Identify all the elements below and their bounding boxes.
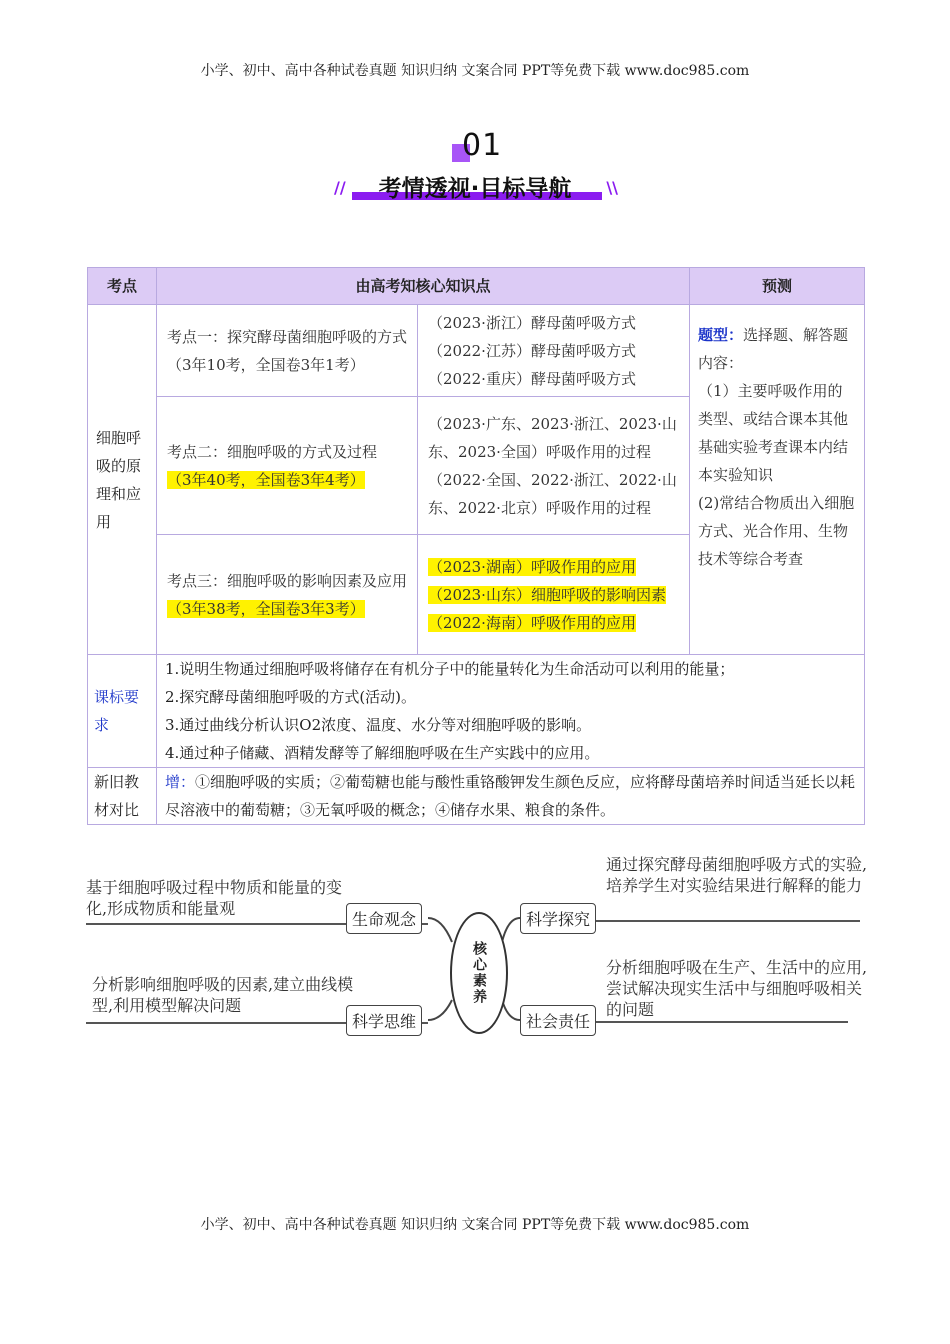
center-label: 核心素养 xyxy=(471,941,487,1005)
exam-analysis-table xyxy=(87,267,865,825)
source-item: （2023·浙江）酵母菌呼吸方式 xyxy=(428,313,636,332)
content-label: 内容： xyxy=(698,354,744,372)
prediction-item-2: (2)常结合物质出入细胞方式、光合作用、生物技术等综合考查 xyxy=(698,494,855,568)
type-label: 题型： xyxy=(698,326,744,344)
connector-explore xyxy=(502,918,520,942)
source-item: （2022·江苏）酵母菌呼吸方式 xyxy=(428,341,636,360)
compare-prefix: 增： xyxy=(165,773,196,791)
connector-thinking xyxy=(428,1000,452,1020)
point-stats: （3年10考，全国卷3年1考） xyxy=(167,355,365,374)
source-item: （2022·全国、2022·浙江、2022·山东、2022·北京）呼吸作用的过程 xyxy=(428,470,677,517)
standards-row xyxy=(88,655,865,768)
standard-item: 1.说明生物通过细胞呼吸将储存在有机分子中的能量转化为生命活动可以利用的能量； xyxy=(165,660,735,678)
source-item: （2023·广东、2023·浙江、2023·山东、2023·全国）呼吸作用的过程 xyxy=(428,414,677,461)
point-title: 考点二：细胞呼吸的方式及过程 xyxy=(167,442,378,461)
standard-item: 2.探究酵母菌细胞呼吸的方式(活动)。 xyxy=(165,688,417,706)
page-header: 小学、初中、高中各种试卷真题 知识归纳 文案合同 PPT等免费下载 www.doc985.com xyxy=(200,63,750,79)
note-explore: 通过探究酵母菌细胞呼吸方式的实验,培养学生对实验结果进行解释的能力 xyxy=(606,855,868,895)
slash-right: \\ xyxy=(606,178,618,197)
point-cell xyxy=(157,305,418,397)
topic-cell: 细胞呼吸的原理和应用 xyxy=(88,305,157,655)
prediction-item-1: （1）主要呼吸作用的类型、或结合课本其他基础实验考查课本内结本实验知识 xyxy=(698,382,849,484)
box-social: 社会责任 xyxy=(520,1005,596,1036)
point-stats-highlight: （3年40考，全国卷3年4考） xyxy=(167,470,365,489)
compare-cell xyxy=(157,768,865,825)
table-header-row xyxy=(88,268,865,305)
table-row xyxy=(88,305,865,397)
standard-item: 4.通过种子储藏、酒精发酵等了解细胞呼吸在生产实践中的应用。 xyxy=(165,744,600,762)
core-literacy-mindmap xyxy=(80,850,870,1050)
note-life: 基于细胞呼吸过程中物质和能量的变化,形成物质和能量观 xyxy=(86,878,343,918)
standard-item: 3.通过曲线分析认识O2浓度、温度、水分等对细胞呼吸的影响。 xyxy=(165,716,592,734)
prediction-cell xyxy=(690,305,865,655)
source-cell xyxy=(418,535,690,655)
source-item-highlight: （2022·海南）呼吸作用的应用 xyxy=(428,613,636,632)
connector-social xyxy=(502,1000,520,1020)
type-value: 选择题、解答题 xyxy=(743,326,849,344)
box-explore: 科学探究 xyxy=(520,903,596,934)
compare-text: ①细胞呼吸的实质；②葡萄糖也能与酸性重铬酸钾发生颜色反应，应将酵母菌培养时间适当延长以耗尽溶液中的葡萄糖；③无氧呼吸的概念；④储存水果、粮食的条件。 xyxy=(165,773,856,819)
source-cell xyxy=(418,305,690,397)
center-ellipse xyxy=(450,912,508,1034)
header-prediction: 预测 xyxy=(690,268,865,305)
section-title-text: 考情透视·目标导航 xyxy=(378,176,572,202)
connector-life xyxy=(428,918,452,942)
source-item-highlight: （2023·山东）细胞呼吸的影响因素 xyxy=(428,585,666,604)
standards-label: 课标要求 xyxy=(88,655,157,768)
point-cell xyxy=(157,535,418,655)
point-title: 考点三：细胞呼吸的影响因素及应用 xyxy=(167,571,408,590)
source-item-highlight: （2023·湖南）呼吸作用的应用 xyxy=(428,557,636,576)
note-social: 分析细胞呼吸在生产、生活中的应用,尝试解决现实生活中与细胞呼吸相关的问题 xyxy=(606,958,868,1019)
standards-cell xyxy=(157,655,865,768)
box-thinking: 科学思维 xyxy=(346,1005,422,1036)
section-number xyxy=(446,128,506,168)
slash-left: // xyxy=(334,178,346,197)
compare-label: 新旧教材对比 xyxy=(88,768,157,825)
point-title: 考点一：探究酵母菌细胞呼吸的方式 xyxy=(167,327,408,346)
page-footer: 小学、初中、高中各种试卷真题 知识归纳 文案合同 PPT等免费下载 www.doc985.com xyxy=(200,1217,750,1233)
compare-row xyxy=(88,768,865,825)
source-item: （2022·重庆）酵母菌呼吸方式 xyxy=(428,369,636,388)
box-life: 生命观念 xyxy=(346,903,422,934)
point-cell xyxy=(157,397,418,535)
header-knowledge: 由高考知核心知识点 xyxy=(157,268,690,305)
source-cell xyxy=(418,397,690,535)
header-topic: 考点 xyxy=(88,268,157,305)
section-title xyxy=(330,170,620,204)
section-number-text: 01 xyxy=(462,128,503,163)
point-stats-highlight: （3年38考，全国卷3年3考） xyxy=(167,599,365,618)
note-thinking: 分析影响细胞呼吸的因素,建立曲线模型,利用模型解决问题 xyxy=(92,975,354,1015)
